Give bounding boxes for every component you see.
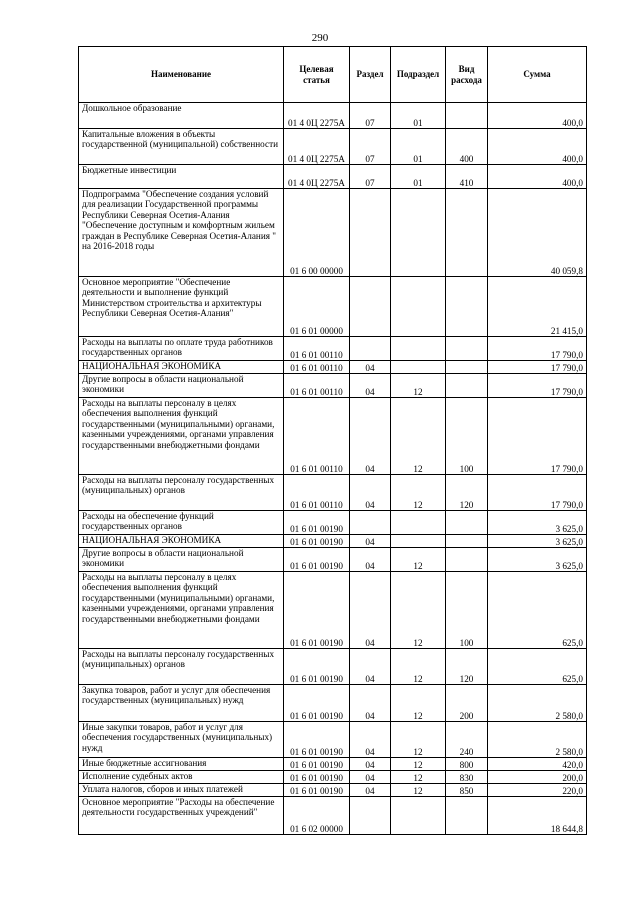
table-row xyxy=(79,649,587,685)
cell-type xyxy=(446,511,488,535)
cell-subsection: 12 xyxy=(391,685,446,722)
cell-article: 01 6 01 00110 xyxy=(284,374,350,398)
cell-sum: 2 580,0 xyxy=(488,722,587,758)
cell-sum: 3 625,0 xyxy=(488,511,587,535)
cell-subsection: 12 xyxy=(391,572,446,649)
cell-name: Другие вопросы в области национальной экономики xyxy=(79,548,284,572)
cell-section xyxy=(350,277,391,337)
table-row xyxy=(79,103,587,129)
cell-type xyxy=(446,797,488,835)
cell-article: 01 6 01 00190 xyxy=(284,572,350,649)
cell-subsection xyxy=(391,797,446,835)
table-row xyxy=(79,797,587,835)
cell-sum: 21 415,0 xyxy=(488,277,587,337)
cell-name: Капитальные вложения в объекты государственной (муниципальной) собственности xyxy=(79,129,284,165)
table-row xyxy=(79,398,587,475)
table-row xyxy=(79,722,587,758)
cell-name: Расходы на выплаты персоналу в целях обеспечения выполнения функций государственными (муниципальными) органами, казенными учреждениями, органами управления государственными внебюджетными фондами xyxy=(79,572,284,649)
cell-article: 01 6 01 00110 xyxy=(284,361,350,374)
cell-type: 240 xyxy=(446,722,488,758)
cell-subsection: 12 xyxy=(391,758,446,771)
cell-type: 100 xyxy=(446,572,488,649)
cell-section: 04 xyxy=(350,784,391,797)
cell-sum: 400,0 xyxy=(488,129,587,165)
cell-sum: 420,0 xyxy=(488,758,587,771)
cell-article: 01 4 0Ц 2275А xyxy=(284,103,350,129)
table-row xyxy=(79,361,587,374)
cell-name: Дошкольное образование xyxy=(79,103,284,129)
cell-subsection: 01 xyxy=(391,103,446,129)
cell-section: 04 xyxy=(350,398,391,475)
cell-type: 120 xyxy=(446,649,488,685)
page-number: 290 xyxy=(311,32,329,44)
cell-subsection: 12 xyxy=(391,475,446,511)
cell-sum: 17 790,0 xyxy=(488,374,587,398)
cell-subsection xyxy=(391,535,446,548)
cell-name: Расходы на выплаты персоналу в целях обеспечения выполнения функций государственными (муниципальными) органами, казенными учреждениями, органами управления государственными внебюджетными фондами xyxy=(79,398,284,475)
cell-type xyxy=(446,103,488,129)
cell-name: Иные закупки товаров, работ и услуг для обеспечения государственных (муниципальных) нужд xyxy=(79,722,284,758)
cell-name: Расходы на выплаты персоналу государственных (муниципальных) органов xyxy=(79,475,284,511)
cell-section: 04 xyxy=(350,535,391,548)
cell-subsection: 12 xyxy=(391,374,446,398)
cell-sum: 40 059,8 xyxy=(488,189,587,277)
cell-sum: 400,0 xyxy=(488,165,587,189)
cell-name: Основное мероприятие "Обеспечение деятельности и выполнение функций Министерством строительства и архитектуры Республики Северная Осетия-Алания" xyxy=(79,277,284,337)
cell-section: 07 xyxy=(350,103,391,129)
cell-subsection: 12 xyxy=(391,722,446,758)
cell-article: 01 4 0Ц 2275А xyxy=(284,129,350,165)
cell-article: 01 6 01 00190 xyxy=(284,535,350,548)
cell-sum: 220,0 xyxy=(488,784,587,797)
cell-sum: 3 625,0 xyxy=(488,535,587,548)
cell-type: 100 xyxy=(446,398,488,475)
cell-article: 01 6 01 00000 xyxy=(284,277,350,337)
cell-type: 120 xyxy=(446,475,488,511)
cell-section: 04 xyxy=(350,361,391,374)
table-row xyxy=(79,758,587,771)
header-section: Раздел xyxy=(350,47,391,103)
cell-name: Расходы на выплаты по оплате труда работников государственных органов xyxy=(79,337,284,361)
cell-subsection: 01 xyxy=(391,129,446,165)
cell-section: 04 xyxy=(350,758,391,771)
cell-article: 01 6 01 00110 xyxy=(284,475,350,511)
cell-subsection: 12 xyxy=(391,771,446,784)
cell-sum: 17 790,0 xyxy=(488,361,587,374)
cell-article: 01 6 01 00190 xyxy=(284,511,350,535)
cell-article: 01 6 01 00190 xyxy=(284,758,350,771)
cell-article: 01 6 01 00190 xyxy=(284,784,350,797)
cell-name: Закупка товаров, работ и услуг для обеспечения государственных (муниципальных) нужд xyxy=(79,685,284,722)
cell-sum: 17 790,0 xyxy=(488,398,587,475)
cell-type xyxy=(446,535,488,548)
table-row xyxy=(79,685,587,722)
table-header-row xyxy=(79,47,587,103)
cell-subsection xyxy=(391,337,446,361)
cell-sum: 17 790,0 xyxy=(488,337,587,361)
cell-section: 04 xyxy=(350,374,391,398)
cell-sum: 400,0 xyxy=(488,103,587,129)
cell-type: 400 xyxy=(446,129,488,165)
cell-sum: 625,0 xyxy=(488,572,587,649)
cell-name: Бюджетные инвестиции xyxy=(79,165,284,189)
cell-subsection: 12 xyxy=(391,548,446,572)
cell-subsection: 01 xyxy=(391,165,446,189)
table-row xyxy=(79,535,587,548)
cell-section: 07 xyxy=(350,129,391,165)
cell-type xyxy=(446,548,488,572)
cell-article: 01 6 02 00000 xyxy=(284,797,350,835)
cell-name: НАЦИОНАЛЬНАЯ ЭКОНОМИКА xyxy=(79,361,284,374)
cell-section xyxy=(350,511,391,535)
cell-section: 04 xyxy=(350,685,391,722)
header-subsection: Подраздел xyxy=(391,47,446,103)
cell-name: Уплата налогов, сборов и иных платежей xyxy=(79,784,284,797)
cell-section: 04 xyxy=(350,572,391,649)
cell-name: Иные бюджетные ассигнования xyxy=(79,758,284,771)
cell-type xyxy=(446,277,488,337)
cell-sum: 2 580,0 xyxy=(488,685,587,722)
cell-type xyxy=(446,361,488,374)
cell-subsection: 12 xyxy=(391,398,446,475)
cell-type: 850 xyxy=(446,784,488,797)
table-row xyxy=(79,189,587,277)
cell-article: 01 6 00 00000 xyxy=(284,189,350,277)
cell-subsection: 12 xyxy=(391,784,446,797)
cell-name: Основное мероприятие "Расходы на обеспечение деятельности государственных учреждений" xyxy=(79,797,284,835)
cell-subsection xyxy=(391,511,446,535)
cell-section: 04 xyxy=(350,771,391,784)
cell-type: 200 xyxy=(446,685,488,722)
table-row xyxy=(79,475,587,511)
cell-section: 07 xyxy=(350,165,391,189)
cell-sum: 200,0 xyxy=(488,771,587,784)
cell-article: 01 4 0Ц 2275А xyxy=(284,165,350,189)
cell-subsection xyxy=(391,277,446,337)
cell-article: 01 6 01 00190 xyxy=(284,771,350,784)
table-row xyxy=(79,771,587,784)
cell-sum: 625,0 xyxy=(488,649,587,685)
table-row xyxy=(79,165,587,189)
cell-subsection xyxy=(391,361,446,374)
cell-name: Подпрограмма "Обеспечение создания условий для реализации Государственной программы Республики Северная Осетия-Алания "Обеспечение доступным и комфортным жильем граждан в Республике Северная Осетия-Алания " на 2016-2018 годы xyxy=(79,189,284,277)
table-row xyxy=(79,374,587,398)
cell-type xyxy=(446,189,488,277)
table-row xyxy=(79,511,587,535)
cell-article: 01 6 01 00190 xyxy=(284,685,350,722)
header-article: Целевая статья xyxy=(284,47,350,103)
cell-sum: 17 790,0 xyxy=(488,475,587,511)
table-row xyxy=(79,572,587,649)
cell-article: 01 6 01 00110 xyxy=(284,337,350,361)
cell-article: 01 6 01 00190 xyxy=(284,722,350,758)
cell-section xyxy=(350,189,391,277)
table-row xyxy=(79,784,587,797)
cell-section xyxy=(350,797,391,835)
cell-subsection xyxy=(391,189,446,277)
cell-sum: 18 644,8 xyxy=(488,797,587,835)
cell-article: 01 6 01 00110 xyxy=(284,398,350,475)
cell-type xyxy=(446,374,488,398)
cell-name: Расходы на обеспечение функций государственных органов xyxy=(79,511,284,535)
cell-type xyxy=(446,337,488,361)
table-row xyxy=(79,337,587,361)
table-row xyxy=(79,277,587,337)
cell-section: 04 xyxy=(350,548,391,572)
table-row xyxy=(79,129,587,165)
cell-section: 04 xyxy=(350,475,391,511)
header-type: Вид расхода xyxy=(446,47,488,103)
table-row xyxy=(79,548,587,572)
budget-table xyxy=(78,46,587,835)
cell-name: НАЦИОНАЛЬНАЯ ЭКОНОМИКА xyxy=(79,535,284,548)
cell-name: Исполнение судебных актов xyxy=(79,771,284,784)
header-name: Наименование xyxy=(79,47,284,103)
cell-type: 830 xyxy=(446,771,488,784)
cell-name: Расходы на выплаты персоналу государственных (муниципальных) органов xyxy=(79,649,284,685)
cell-article: 01 6 01 00190 xyxy=(284,548,350,572)
cell-type: 800 xyxy=(446,758,488,771)
cell-article: 01 6 01 00190 xyxy=(284,649,350,685)
cell-name: Другие вопросы в области национальной экономики xyxy=(79,374,284,398)
cell-type: 410 xyxy=(446,165,488,189)
cell-section: 04 xyxy=(350,722,391,758)
cell-sum: 3 625,0 xyxy=(488,548,587,572)
cell-subsection: 12 xyxy=(391,649,446,685)
header-sum: Сумма xyxy=(488,47,587,103)
cell-section: 04 xyxy=(350,649,391,685)
cell-section xyxy=(350,337,391,361)
